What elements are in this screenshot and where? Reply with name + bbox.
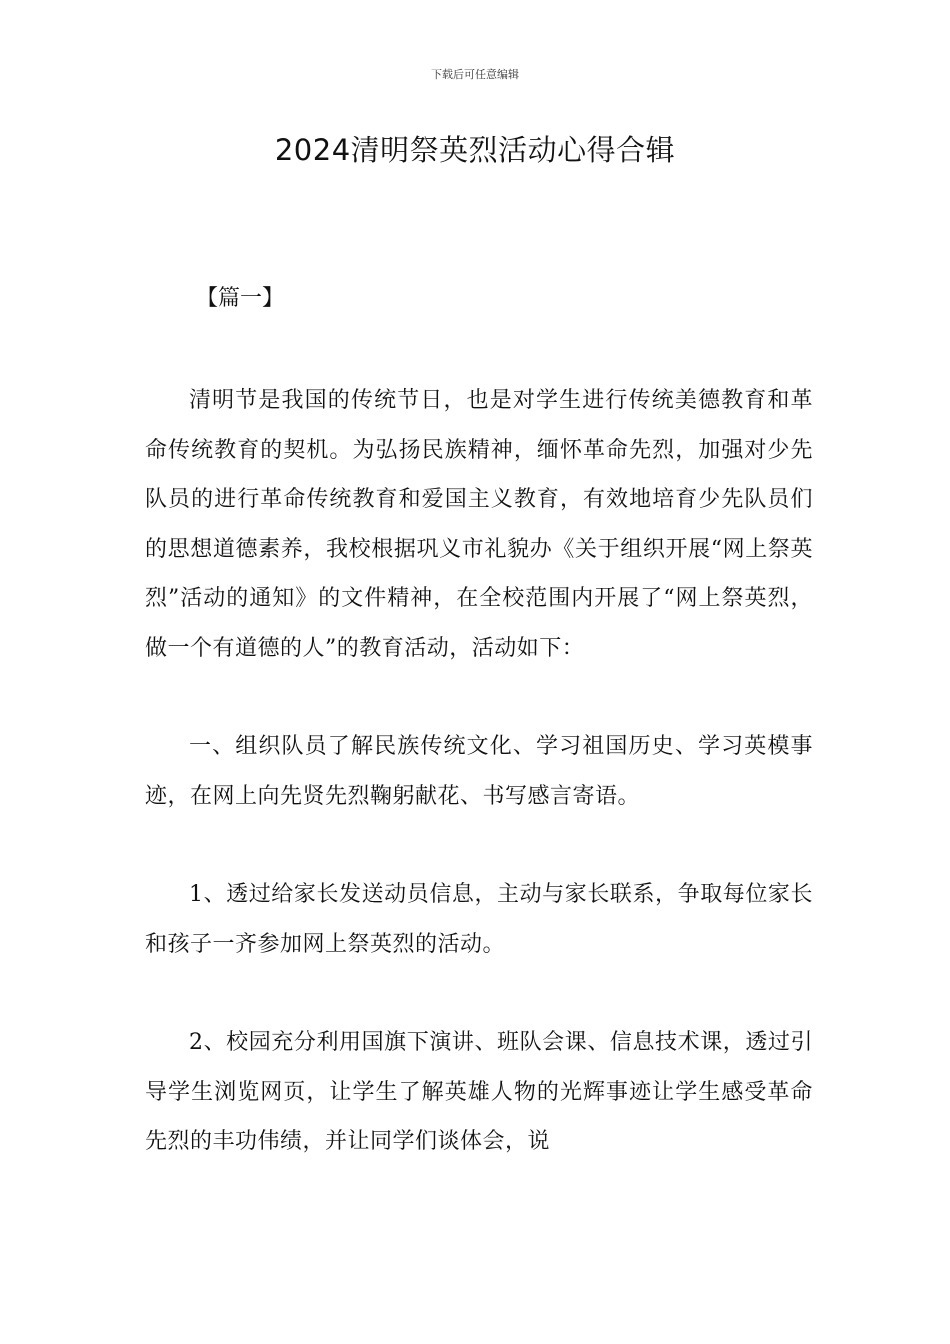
document-body	[145, 376, 813, 1167]
paragraph-point-one: 一、组织队员了解民族传统文化、学习祖国历史、学习英模事迹，在网上向先贤先烈鞠躬献花、书写感言寄语。	[145, 734, 813, 809]
document-title: 2024清明祭英烈活动心得合辑	[274, 133, 676, 167]
section-label: 【篇一】	[196, 286, 285, 311]
paragraph-intro: 清明节是我国的传统节日，也是对学生进行传统美德教育和革命传统教育的契机。为弘扬民族精神，缅怀革命先烈，加强对少先队员的进行革命传统教育和爱国主义教育，有效地培育少先队员们的思想道德素养，我校根据巩义市礼貌办《关于组织开展“网上祭英烈”活动的通知》的文件精神，在全校范围内开展了“网上祭英烈，做一个有道德的人”的教育活动，活动如下：	[145, 388, 813, 661]
header-note: 下载后可任意编辑	[431, 68, 519, 81]
paragraph-item-2: 2、校园充分利用国旗下演讲、班队会课、信息技术课，透过引导学生浏览网页，让学生了解英雄人物的光辉事迹让学生感受革命先烈的丰功伟绩，并让同学们谈体会，说	[145, 1030, 813, 1154]
paragraph-item-1: 1、透过给家长发送动员信息，主动与家长联系，争取每位家长和孩子一齐参加网上祭英烈的活动。	[145, 882, 813, 957]
